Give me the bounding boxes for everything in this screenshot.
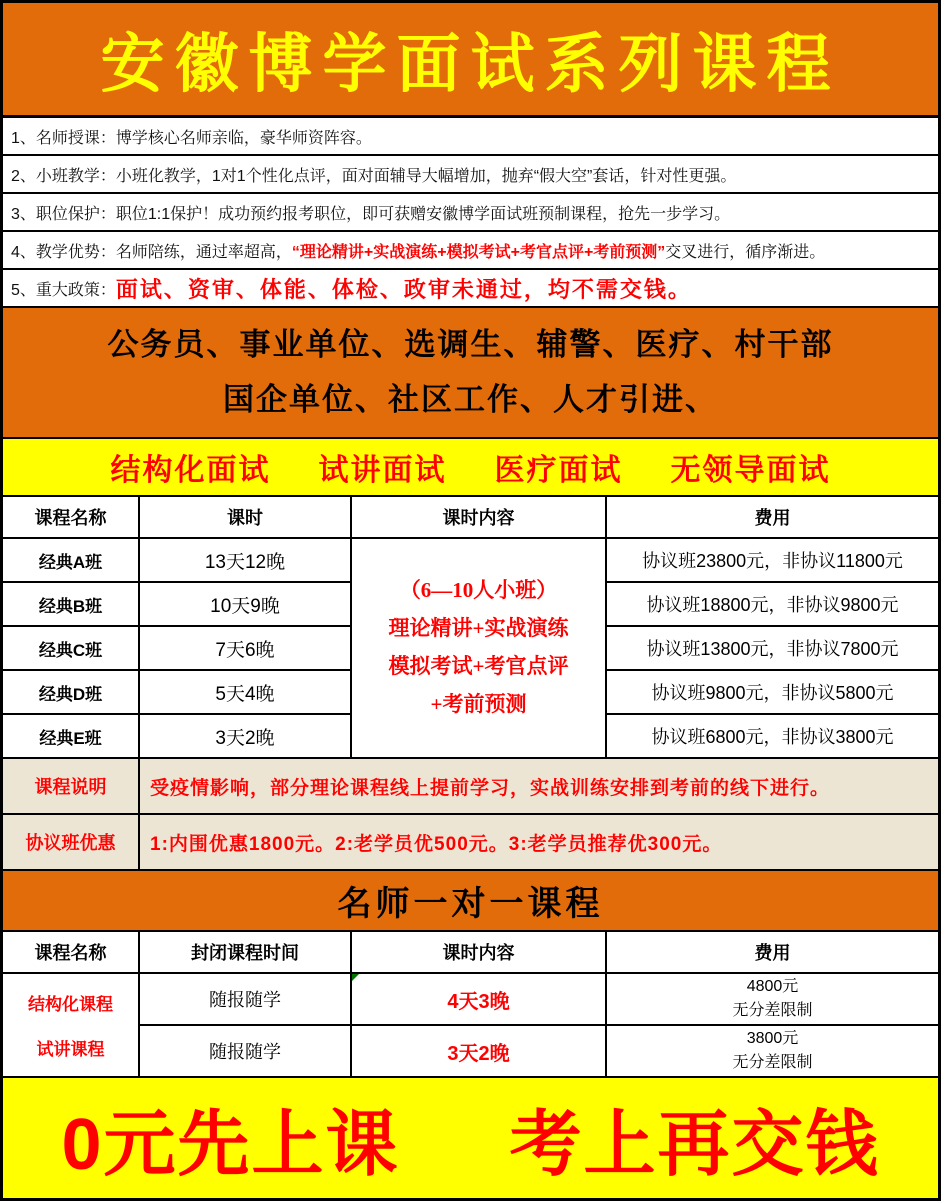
course-hours (352, 974, 607, 1026)
feature-item-2 (3, 156, 938, 194)
interview-type: 无领导面试 (670, 454, 831, 487)
feature-highlight: 面试、资审、体能、体检、政审未通过，均不需交钱。 (115, 276, 692, 302)
feature-text: 4、教学优势：名师陪练，通过率超高， (11, 243, 292, 261)
hours-text: 4天3晚 (447, 990, 510, 1013)
course-note-row (3, 759, 938, 815)
course-schedule: 随报随学 (140, 974, 352, 1026)
column-header-fee: 费用 (607, 497, 938, 539)
course-hours: 7天6晚 (140, 627, 352, 671)
course-fee (607, 974, 938, 1026)
course-name: 结构化课程 (28, 995, 113, 1014)
fee-amount: 3800元 (746, 1030, 799, 1047)
feature-text: 3、职位保护：职位1:1保护！成功预约报考职位，即可获赠安徽博学面试班预制课程，抢先一步学习。 (11, 205, 731, 223)
column-header-name: 课程名称 (3, 497, 140, 539)
course-fee: 协议班23800元，非协议11800元 (607, 539, 938, 583)
content-line: +考前预测 (430, 691, 527, 716)
feature-item-1 (3, 118, 938, 156)
feature-item-4 (3, 232, 938, 270)
course-fee (607, 1026, 938, 1078)
note-text: 1:内围优惠1800元。2:老学员优500元。3:老学员推荐优300元。 (150, 833, 723, 855)
content-line: 模拟考试+考官点评 (388, 654, 569, 678)
one-on-one-table (3, 932, 938, 1078)
audience-band (3, 308, 938, 439)
page-title: 安徽博学面试系列课程 (100, 29, 841, 100)
course-name: 经典A班 (3, 539, 140, 583)
feature-text: 5、重大政策： (11, 281, 116, 299)
feature-list (3, 118, 938, 308)
course-hours: 13天12晚 (140, 539, 352, 583)
course-hours: 10天9晚 (140, 583, 352, 627)
feature-text: 1、名师授课：博学核心名师亲临，豪华师资阵容。 (11, 129, 372, 147)
audience-line-2: 国企单位、社区工作、人才引进、 (223, 381, 718, 417)
column-header-schedule: 封闭课程时间 (140, 932, 352, 974)
course-fee: 协议班13800元，非协议7800元 (607, 627, 938, 671)
column-header-name: 课程名称 (3, 932, 140, 974)
course-fee: 协议班9800元，非协议5800元 (607, 671, 938, 715)
column-header-fee: 费用 (607, 932, 938, 974)
note-text: 受疫情影响，部分理论课程线上提前学习，实战训练安排到考前的线下进行。 (150, 777, 831, 799)
slogan-part-2: 考上再交钱 (509, 1105, 880, 1185)
course-name: 试讲课程 (36, 1040, 105, 1059)
feature-item-5 (3, 270, 938, 308)
discount-note-row (3, 815, 938, 871)
content-line: 理论精讲+实战演练 (388, 616, 569, 641)
column-header-hours: 课时 (140, 497, 352, 539)
feature-highlight: “理论精讲+实战演练+模拟考试+考官点评+考前预测” (291, 243, 666, 261)
interview-type: 结构化面试 (110, 454, 271, 487)
course-name: 经典B班 (3, 583, 140, 627)
column-header-content: 课时内容 (352, 932, 607, 974)
course-name: 经典E班 (3, 715, 140, 759)
fee-note: 无分差限制 (732, 1054, 813, 1071)
interview-types-band (3, 439, 938, 497)
feature-item-3 (3, 194, 938, 232)
slogan-part-1: 0元先上课 (61, 1105, 400, 1185)
fee-amount: 4800元 (746, 978, 799, 995)
note-label: 协议班优惠 (3, 815, 140, 869)
course-content-merged-cell (352, 539, 607, 759)
one-on-one-banner: 名师一对一课程 (3, 871, 938, 932)
title-banner (3, 3, 938, 118)
note-label: 课程说明 (3, 759, 140, 813)
audience-line-1: 公务员、事业单位、选调生、辅警、医疗、村干部 (107, 327, 834, 363)
feature-text: 2、小班教学：小班化教学，1对1个性化点评，面对面辅导大幅增加，抛弃“假大空”套话，针对性更强。 (11, 167, 737, 185)
column-header-content: 课时内容 (352, 497, 607, 539)
course-name: 经典C班 (3, 627, 140, 671)
interview-type: 医疗面试 (494, 454, 623, 487)
slogan-banner (3, 1078, 938, 1198)
fee-note: 无分差限制 (732, 1002, 813, 1019)
course-hours: 5天4晚 (140, 671, 352, 715)
course-fee: 协议班6800元，非协议3800元 (607, 715, 938, 759)
course-hours (352, 1026, 607, 1078)
course-names-merged-cell (3, 974, 140, 1078)
course-fee: 协议班18800元，非协议9800元 (607, 583, 938, 627)
course-schedule: 随报随学 (140, 1026, 352, 1078)
hours-text: 3天2晚 (447, 1042, 510, 1065)
course-hours: 3天2晚 (140, 715, 352, 759)
course-name: 经典D班 (3, 671, 140, 715)
feature-suffix: 交叉进行，循序渐进。 (665, 243, 826, 261)
interview-type: 试讲面试 (318, 454, 447, 487)
green-corner-marker-icon (352, 974, 359, 981)
course-table (3, 497, 938, 759)
content-line: （6—10人小班） (399, 578, 558, 603)
